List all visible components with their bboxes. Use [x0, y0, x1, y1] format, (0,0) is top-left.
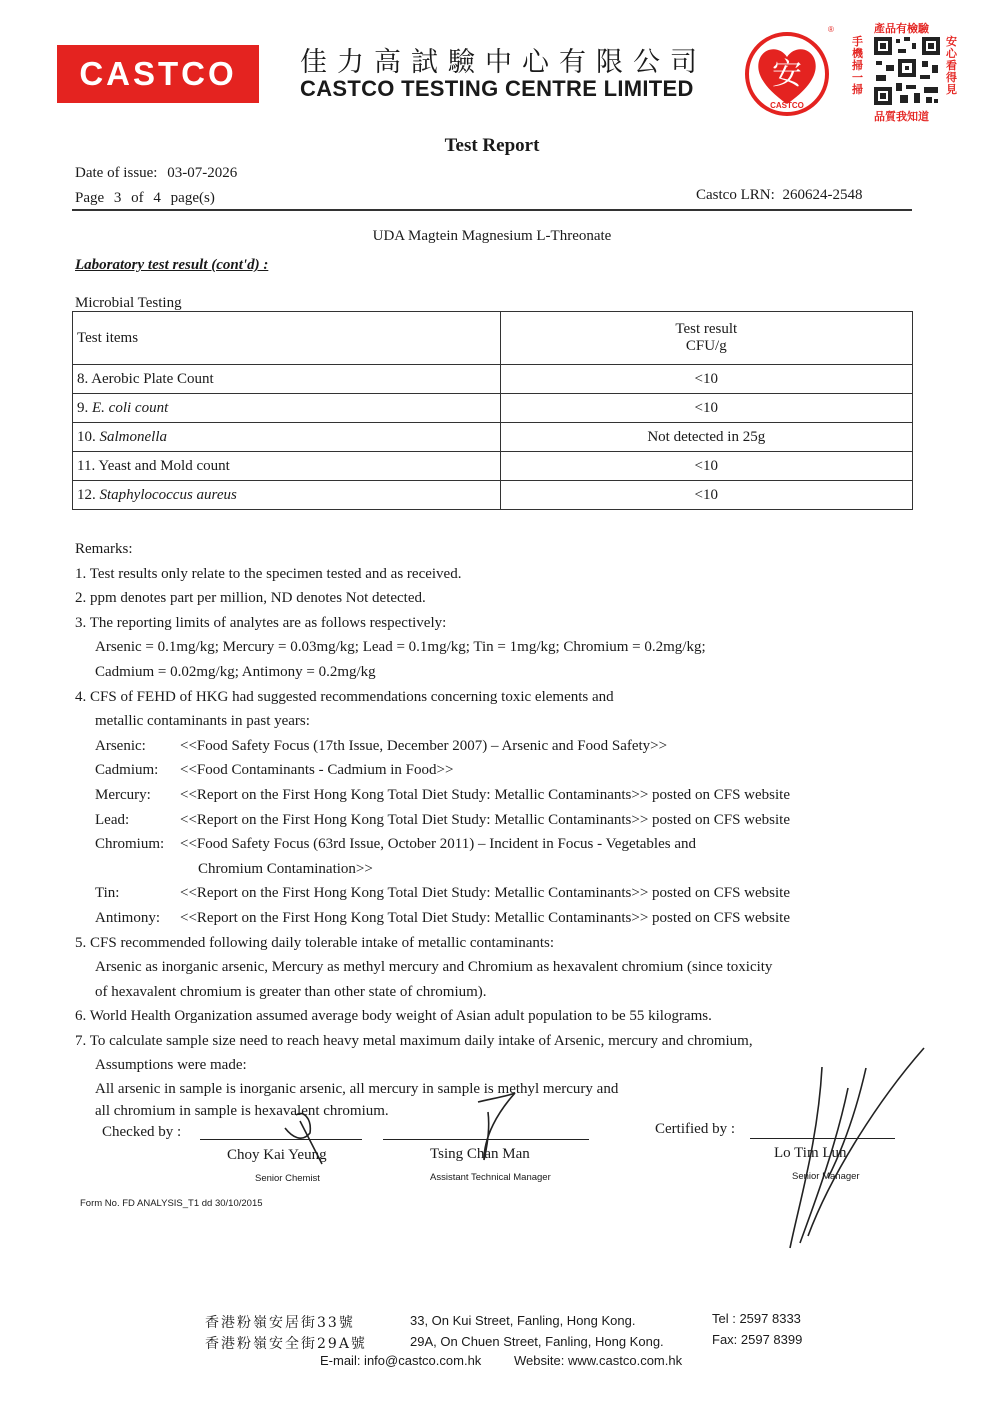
form-number: Form No. FD ANALYSIS_T1 dd 30/10/2015: [80, 1198, 263, 1209]
footer-email: E-mail: info@castco.com.hk: [320, 1353, 482, 1368]
source-row: Cadmium: <<Food Contaminants - Cadmium in Food>>: [95, 762, 454, 779]
test-item-cell: 9. E. coli count: [73, 394, 501, 423]
castco-logo: CASTCO: [57, 45, 259, 103]
footer-address2-chinese: 香港粉嶺安全街29A號: [205, 1336, 367, 1352]
table-row: [73, 365, 913, 394]
date-value: 03-07-2026: [167, 165, 238, 181]
remark-7-cont-c: all chromium in sample is hexavalent chromium.: [95, 1103, 389, 1120]
checker2-title: Assistant Technical Manager: [430, 1172, 551, 1183]
test-result-cell: <10: [500, 394, 912, 423]
source-row: Arsenic: <<Food Safety Focus (17th Issue, December 2007) – Arsenic and Food Safety>>: [95, 737, 668, 754]
microbial-results-table: [72, 311, 913, 510]
qr-top-text: 產品有檢驗: [874, 22, 929, 35]
table-row: [73, 423, 913, 452]
page-number: 3: [113, 190, 122, 206]
remark-2: 2. ppm denotes part per million, ND denotes Not detected.: [75, 590, 426, 607]
remark-7-cont-a: Assumptions were made:: [95, 1057, 247, 1074]
qr-bottom-text: 品質我知道: [874, 110, 929, 123]
qr-left-text: 手機掃一掃: [852, 35, 863, 96]
checker2-signature-line: [383, 1139, 589, 1140]
remarks-title: Remarks:: [75, 541, 133, 557]
table-row: [73, 452, 913, 481]
page-label: Page: [75, 190, 105, 206]
lrn-label: Castco LRN:: [696, 187, 775, 203]
footer-telephone: Tel : 2597 8333: [712, 1311, 801, 1326]
date-of-issue: [75, 165, 237, 182]
header-divider: [72, 209, 912, 211]
table-row: [73, 394, 913, 423]
footer-fax: Fax: 2597 8399: [712, 1332, 803, 1347]
test-result-cell: <10: [500, 481, 912, 510]
product-name: UDA Magtein Magnesium L-Threonate: [372, 228, 612, 244]
page-total: 4: [153, 190, 161, 206]
castco-lrn: [696, 187, 863, 204]
qr-code-image: [872, 35, 942, 107]
footer-address1-chinese: 香港粉嶺安居街33號: [205, 1315, 355, 1331]
source-row: Antimony: <<Report on the First Hong Kong Total Diet Study: Metallic Contaminants>> posted on CFS website: [95, 909, 790, 926]
company-name-chinese: 佳力高試驗中心有限公司: [300, 47, 707, 78]
test-item-cell: 10. Salmonella: [73, 423, 501, 452]
certifier-title: Senior Manager: [792, 1171, 860, 1182]
checker1-name: Choy Kai Yeung: [227, 1147, 327, 1163]
source-row: Mercury: <<Report on the First Hong Kong Total Diet Study: Metallic Contaminants>> posted on CFS website: [95, 786, 790, 803]
table-row: [73, 481, 913, 510]
column-header-test-result: [500, 312, 912, 365]
certifier-signature-line: [750, 1138, 895, 1139]
certifier-name: Lo Tim Lun: [774, 1145, 847, 1161]
remark-5-cont-a: Arsenic as inorganic arsenic, Mercury as methyl mercury and Chromium as hexavalent chromium (since toxicity: [95, 959, 773, 976]
remark-4: 4. CFS of FEHD of HKG had suggested recommendations concerning toxic elements and: [75, 688, 614, 705]
test-result-cell: Not detected in 25g: [500, 423, 912, 452]
footer-address2-english: 29A, On Chuen Street, Fanling, Hong Kong.: [410, 1334, 664, 1349]
source-row: Chromium: <<Food Safety Focus (63rd Issue, October 2011) – Incident in Focus - Vegetables and: [95, 836, 696, 853]
remark-3: 3. The reporting limits of analytes are as follows respectively:: [75, 614, 447, 631]
test-result-cell: <10: [500, 452, 912, 481]
page-indicator: [75, 190, 215, 207]
page-suffix: page(s): [170, 190, 215, 206]
checker2-name: Tsing Chan Man: [430, 1146, 530, 1162]
footer-website: Website: www.castco.com.hk: [514, 1353, 683, 1368]
certified-by-label: Certified by :: [655, 1121, 735, 1137]
remark-5: 5. CFS recommended following daily tolerable intake of metallic contaminants:: [75, 934, 555, 951]
column-header-test-items: Test items: [73, 312, 501, 365]
qr-code-block: [852, 20, 960, 124]
lrn-value: 260624-2548: [782, 187, 863, 203]
table-header-row: [73, 312, 913, 365]
source-row: Tin: <<Report on the First Hong Kong Total Diet Study: Metallic Contaminants>> posted on CFS website: [95, 885, 790, 902]
checked-by-label: Checked by :: [102, 1124, 182, 1140]
registered-mark: ®: [828, 25, 834, 34]
test-result-cell: <10: [500, 365, 912, 394]
seal-character: 安: [772, 57, 802, 92]
checker1-title: Senior Chemist: [255, 1173, 320, 1184]
table-caption: Microbial Testing: [75, 295, 182, 311]
section-heading: Laboratory test result (cont'd) :: [75, 257, 269, 273]
result-header-unit: CFU/g: [685, 338, 727, 354]
remark-4-cont: metallic contaminants in past years:: [95, 713, 310, 730]
test-item-cell: 11. Yeast and Mold count: [73, 452, 501, 481]
remarks-section: [75, 537, 935, 1122]
seal-label: CASTCO: [770, 101, 804, 110]
source-row: Lead: <<Report on the First Hong Kong Total Diet Study: Metallic Contaminants>> posted on CFS website: [95, 811, 790, 828]
remark-1: 1. Test results only relate to the specimen tested and as received.: [75, 565, 462, 582]
remark-5-cont-b: of hexavalent chromium is greater than other state of chromium).: [95, 983, 487, 1000]
date-label: Date of issue:: [75, 165, 158, 181]
company-name-english: CASTCO TESTING CENTRE LIMITED: [300, 76, 694, 101]
test-item-cell: 12. Staphylococcus aureus: [73, 481, 501, 510]
checker1-signature-line: [200, 1139, 362, 1140]
test-item-cell: 8. Aerobic Plate Count: [73, 365, 501, 394]
source-row: Chromium Contamination>>: [198, 860, 373, 877]
remark-3-limits-b: Cadmium = 0.02mg/kg; Antimony = 0.2mg/kg: [95, 663, 376, 680]
footer-address1-english: 33, On Kui Street, Fanling, Hong Kong.: [410, 1313, 636, 1328]
remark-3-limits-a: Arsenic = 0.1mg/kg; Mercury = 0.03mg/kg; Lead = 0.1mg/kg; Tin = 1mg/kg; Chromium = 0.2mg/kg;: [95, 639, 706, 656]
castco-seal-logo: [744, 22, 832, 120]
remark-7-cont-b: All arsenic in sample is inorganic arsenic, all mercury in sample is methyl mercury and: [95, 1081, 619, 1098]
report-title: Test Report: [444, 135, 540, 156]
remark-6: 6. World Health Organization assumed average body weight of Asian adult population to be 55 kilograms.: [75, 1008, 712, 1025]
page-of: of: [131, 190, 144, 206]
qr-right-text: 安心看得見: [946, 35, 957, 96]
remark-7: 7. To calculate sample size need to reach heavy metal maximum daily intake of Arsenic, mercury and chromium,: [75, 1032, 753, 1049]
result-header-line1: Test result: [675, 321, 738, 337]
